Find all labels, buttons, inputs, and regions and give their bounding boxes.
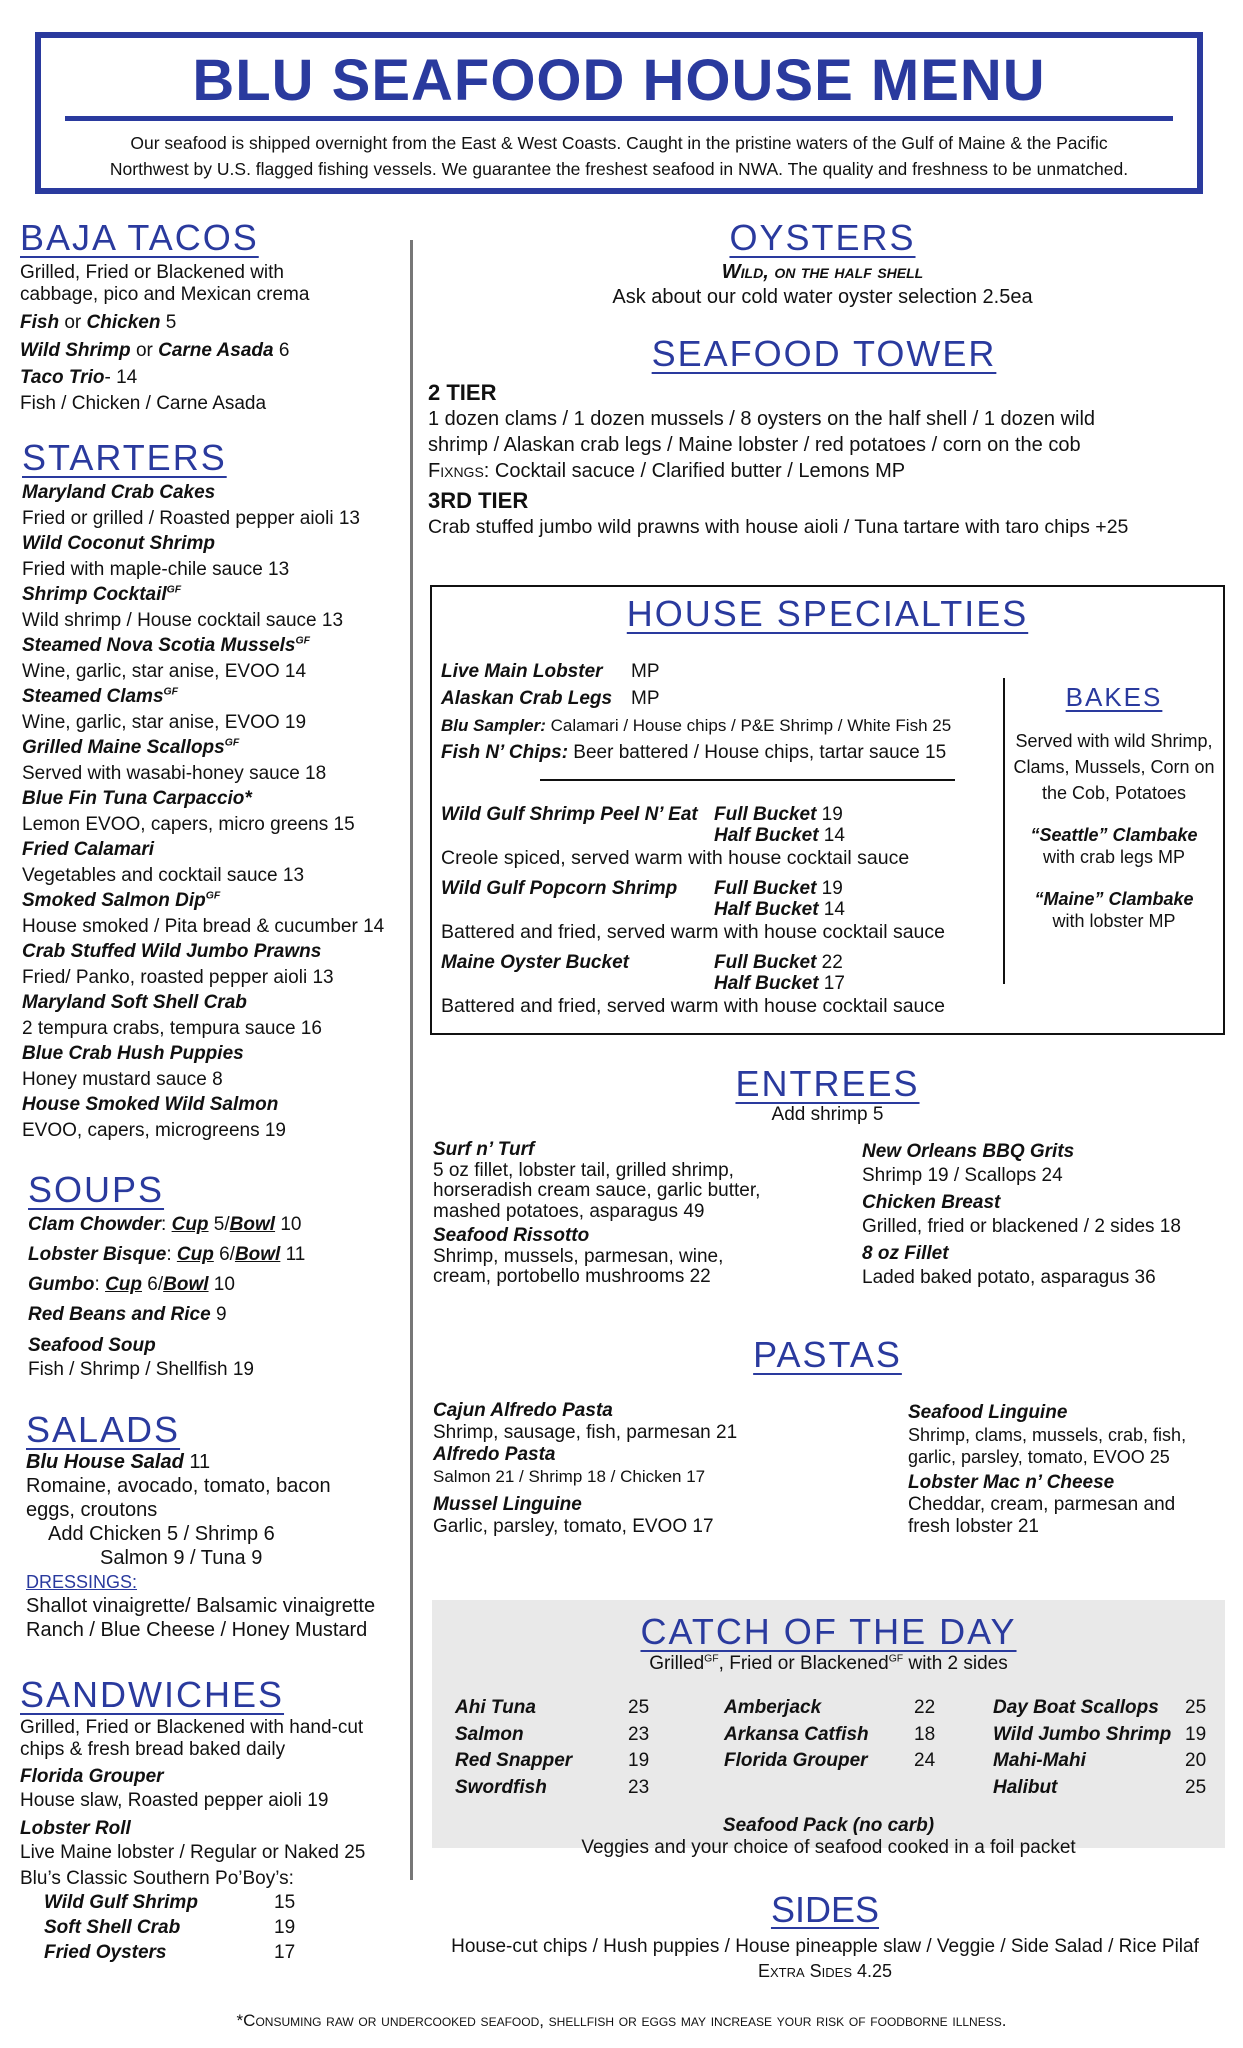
starter-item-desc: Honey mustard sauce 8 — [22, 1068, 223, 1090]
entree-surf-turf: Surf n’ Turf — [433, 1139, 535, 1160]
starter-item-desc: Wine, garlic, star anise, EVOO 14 — [22, 660, 307, 682]
starters-section — [22, 438, 407, 1143]
oysters-subtitle: Wild, on the half shell — [721, 261, 924, 283]
catch-item: Amberjack 22 — [724, 1697, 936, 1718]
specialties-list — [441, 658, 1001, 766]
menu-intro: Our seafood is shipped overnight from the East & West Coasts. Caught in the pristine waters of the Gulf of Maine & the Pacific Northwest by U.S. flagged fishing vessels. We guarantee the freshest seafood in NWA. The quality and freshness to be unmatched. — [109, 133, 1129, 179]
entrees-title: ENTREES — [735, 1063, 920, 1104]
starter-item-name: Fried Calamari — [22, 839, 154, 860]
pastas-left: Cajun Alfredo Pasta Shrimp, sausage, fish, parmesan 21 Alfredo Pasta Salmon 21 / Shrimp 18 / Chicken 17 Mussel Linguine Garlic, parsley, tomato, EVOO 17 — [433, 1400, 853, 1538]
starter-item-name: Grilled Maine Scallops$^{GF}$ — [22, 737, 240, 758]
starter-item-name: Blue Fin Tuna Carpaccio* — [22, 788, 252, 809]
pasta-lobster-mac: Lobster Mac n’ Cheese — [908, 1472, 1115, 1493]
seafood-pack: Seafood Pack (no carb) Veggies and your choice of seafood cooked in a foil packet — [581, 1815, 1076, 1858]
catch-item: Ahi Tuna 25 — [455, 1697, 650, 1718]
bakes-title: BAKES — [1065, 682, 1163, 712]
seafood-tower-title: SEAFOOD TOWER — [651, 333, 997, 374]
tower-fixings: Fixngs: Cocktail sacuce / Clarified butter / Lemons MP — [428, 460, 906, 482]
starter-item-name: Maryland Crab Cakes — [22, 482, 216, 503]
soup-seafood: Seafood Soup — [28, 1335, 156, 1356]
salads-title: SALADS — [26, 1409, 181, 1450]
starter-item-name: Shrimp Cocktail$^{GF}$ — [22, 584, 182, 605]
starter-item-desc: 2 tempura crabs, tempura sauce 16 — [22, 1017, 322, 1039]
menu-title: BLU SEAFOOD HOUSE MENU — [192, 48, 1046, 113]
baja-tacos-title: BAJA TACOS — [20, 217, 259, 258]
bake-seattle: “Seattle” Clambake — [1030, 825, 1198, 845]
footer-disclaimer: *Consuming raw or undercooked seafood, shellfish or eggs may increase your risk of foodborne illness. — [236, 2011, 1007, 2030]
soup-lobster-bisque: Lobster Bisque: Cup 6/Bowl 11 — [28, 1244, 306, 1265]
sandwiches-section: SANDWICHES Grilled, Fried or Blackened with hand-cut chips & fresh bread baked daily Florida Grouper House slaw, Roasted pepper aioli 19 Lobster Roll Live Maine lobster / Regular or Naked 25 Blu’s Classic Southern Po’Boy’s: Wild Gulf Shrimp 15 Soft Shell Crab 19 Fried Oysters 17 — [20, 1675, 410, 1966]
starters-list — [22, 480, 407, 1143]
catch-item: Swordfish 23 — [455, 1776, 650, 1798]
bake-maine: “Maine” Clambake — [1034, 889, 1194, 909]
catch-item: Arkansa Catfish 18 — [724, 1723, 936, 1745]
poboy-item: Soft Shell Crab 19 — [44, 1917, 296, 1938]
entrees-left: Surf n’ Turf 5 oz fillet, lobster tail, grilled shrimp, horseradish cream sauce, garlic butter, mashed potatoes, asparagus 49 Seafood Rissotto Shrimp, mussels, parmesan, wine, cream, portobello mushrooms 22 — [433, 1140, 833, 1288]
pastas-title: PASTAS — [753, 1334, 902, 1375]
baja-shrimp-asada: Wild Shrimp or Carne Asada 6 — [20, 339, 290, 361]
catch-subtitle: Grilled$^{GF}$, Fried or Blackened$^{GF}$ with 2 sides — [649, 1653, 1008, 1674]
buckets-list: Wild Gulf Shrimp Peel N’ Eat Full Bucket 19 Half Bucket 14 Creole spiced, served warm with house cocktail sauce Wild Gulf Popcorn Shrimp Full Bucket 19 Half Bucket 14 Battered and fried, served warm with house cocktail sauce Maine Oyster Bucket Full Bucket 22 Half Bucket 17 Battered and fried, served warm with house cocktail sauce — [441, 804, 1001, 1019]
catch-item: Wild Jumbo Shrimp 19 — [993, 1723, 1207, 1745]
tower-2-tier: 2 TIER — [428, 380, 497, 405]
starter-item-desc: Fried or grilled / Roasted pepper aioli 13 — [22, 507, 360, 529]
catch-item: Florida Grouper 24 — [724, 1750, 936, 1771]
specialty-crab-legs: Alaskan Crab Legs MP — [441, 688, 660, 709]
tower-3rd-tier: 3RD TIER — [428, 488, 529, 513]
bucket-oyster: Maine Oyster Bucket Full Bucket 22 — [441, 952, 843, 973]
specialties-divider — [1003, 678, 1005, 984]
pastas-right: Seafood Linguine Shrimp, clams, mussels, crab, fish, garlic, parsley, tomato, EVOO 25 Lobster Mac n’ Cheese Cheddar, cream, parmesan and fresh lobster 21 — [908, 1402, 1228, 1538]
sides-title: SIDES — [770, 1889, 880, 1930]
entree-fillet: 8 oz Fillet — [862, 1243, 949, 1264]
pasta-cajun-alfredo: Cajun Alfredo Pasta — [433, 1400, 613, 1421]
entree-chicken-breast: Chicken Breast — [862, 1192, 1001, 1213]
specialty-sampler: Blu Sampler: Calamari / House chips / P&E Shrimp / White Fish 25 — [441, 716, 952, 735]
sandwich-lobster-roll: Lobster Roll — [20, 1818, 131, 1839]
sides-section: SIDES House-cut chips / Hush puppies / House pineapple slaw / Veggie / Side Salad / Rice Pilaf Extra Sides 4.25 — [420, 1890, 1230, 1982]
starter-item-desc: Wild shrimp / House cocktail sauce 13 — [22, 609, 344, 631]
catch-column-1 — [455, 1695, 655, 1801]
specialties-rule — [540, 779, 955, 781]
soups-section: SOUPS Clam Chowder: Cup 5/Bowl 10 Lobster Bisque: Cup 6/Bowl 11 Gumbo: Cup 6/Bowl 10 Red Beans and Rice 9 Seafood Soup Fish / Shrimp / Shellfish 19 — [28, 1170, 413, 1382]
starter-item-name: Maryland Soft Shell Crab — [22, 992, 247, 1013]
specialty-lobster: Live Main Lobster MP — [441, 661, 660, 682]
starter-item-desc: Lemon EVOO, capers, micro greens 15 — [22, 813, 355, 835]
salads-section: SALADS Blu House Salad 11 Romaine, avocado, tomato, bacon eggs, croutons Add Chicken 5 / Shrimp 6 Salmon 9 / Tuna 9 DRESSINGS: Shallot vinaigrette/ Balsamic vinaigrette Ranch / Blue Cheese / Honey Mustard — [26, 1410, 411, 1642]
entree-risotto: Seafood Rissotto — [433, 1225, 590, 1246]
dressings-label: DRESSINGS: — [26, 1572, 138, 1592]
poboy-list — [44, 1891, 410, 1966]
seafood-tower-section: SEAFOOD TOWER 2 TIER 1 dozen clams / 1 dozen mussels / 8 oysters on the half shell / 1 dozen wild shrimp / Alaskan crab legs / Maine lobster / red potatoes / corn on the cob Fixngs: Cocktail sacuce / Clarified butter / Lemons MP 3RD TIER Crab stuffed jumbo wild prawns with house aioli / Tuna tartare with taro chips +25 — [428, 334, 1228, 540]
catch-item: Day Boat Scallops 25 — [993, 1697, 1207, 1718]
starter-item-desc: Served with wasabi-honey sauce 18 — [22, 762, 327, 784]
starter-item-desc: Wine, garlic, star anise, EVOO 19 — [22, 711, 307, 733]
starter-item-name: House Smoked Wild Salmon — [22, 1094, 279, 1115]
starter-item-name: Crab Stuffed Wild Jumbo Prawns — [22, 941, 322, 962]
entrees-right: New Orleans BBQ Grits Shrimp 19 / Scallops 24 Chicken Breast Grilled, fried or blackened / 2 sides 18 8 oz Fillet Laded baked potato, asparagus 36 — [862, 1140, 1222, 1289]
starter-item-name: Steamed Clams$^{GF}$ — [22, 686, 179, 707]
menu-header — [35, 32, 1203, 194]
oysters-section: OYSTERS Wild, on the half shell Ask about our cold water oyster selection 2.5ea — [420, 218, 1225, 310]
starter-item-desc: Vegetables and cocktail sauce 13 — [22, 864, 305, 886]
catch-column-3 — [993, 1695, 1218, 1801]
soup-red-beans: Red Beans and Rice 9 — [28, 1304, 227, 1325]
starter-item-desc: EVOO, capers, microgreens 19 — [22, 1119, 286, 1141]
soup-clam-chowder: Clam Chowder: Cup 5/Bowl 10 — [28, 1214, 302, 1235]
specialty-fish-chips: Fish N’ Chips: Beer battered / House chips, tartar sauce 15 — [441, 742, 947, 763]
starter-item-name: Smoked Salmon Dip$^{GF}$ — [22, 890, 221, 911]
header-divider — [65, 116, 1173, 121]
bucket-peel-n-eat: Wild Gulf Shrimp Peel N’ Eat Full Bucket 19 — [441, 804, 843, 825]
sandwiches-title: SANDWICHES — [20, 1674, 285, 1715]
pasta-mussel-linguine: Mussel Linguine — [433, 1494, 582, 1515]
house-specialties-title: HOUSE SPECIALTIES — [626, 593, 1029, 634]
poboy-item: Fried Oysters 17 — [44, 1942, 296, 1963]
catch-item: Red Snapper 19 — [455, 1750, 650, 1771]
starter-item-name: Blue Crab Hush Puppies — [22, 1043, 244, 1064]
entrees-header: ENTREES Add shrimp 5 — [430, 1064, 1225, 1126]
bucket-popcorn-shrimp: Wild Gulf Popcorn Shrimp Full Bucket 19 — [441, 878, 843, 899]
starter-item-desc: Fried with maple-chile sauce 13 — [22, 558, 290, 580]
starter-item-name: Steamed Nova Scotia Mussels$^{GF}$ — [22, 635, 310, 656]
pasta-alfredo: Alfredo Pasta — [433, 1444, 556, 1465]
catch-item: Halibut 25 — [993, 1776, 1207, 1798]
poboy-item: Wild Gulf Shrimp 15 — [44, 1892, 296, 1913]
starter-item-desc: House smoked / Pita bread & cucumber 14 — [22, 915, 385, 937]
starter-item-name: Wild Coconut Shrimp — [22, 533, 215, 554]
catch-title: CATCH OF THE DAY — [640, 1611, 1017, 1652]
catch-header — [432, 1612, 1225, 1676]
soup-gumbo: Gumbo: Cup 6/Bowl 10 — [28, 1274, 235, 1295]
pasta-seafood-linguine: Seafood Linguine — [908, 1402, 1068, 1423]
salad-house: Blu House Salad 11 — [26, 1451, 211, 1473]
baja-fish-chicken: Fish or Chicken 5 — [20, 312, 177, 333]
catch-item: Salmon 23 — [455, 1723, 650, 1745]
oysters-title: OYSTERS — [729, 217, 916, 258]
starter-item-desc: Fried/ Panko, roasted pepper aioli 13 — [22, 966, 334, 988]
catch-item: Mahi-Mahi 20 — [993, 1750, 1207, 1771]
catch-column-2 — [724, 1695, 944, 1775]
sandwich-grouper: Florida Grouper — [20, 1766, 164, 1787]
baja-tacos-section: BAJA TACOS Grilled, Fried or Blackened with cabbage, pico and Mexican crema Fish or Chicken 5 Wild Shrimp or Carne Asada 6 Taco Trio- 14 Fish / Chicken / Carne Asada — [20, 218, 405, 416]
bakes-section: BAKES Served with wild Shrimp, Clams, Mussels, Corn on the Cob, Potatoes “Seattle” Clambake with crab legs MP “Maine” Clambake with lobster MP — [1008, 680, 1220, 932]
entree-bbq-grits: New Orleans BBQ Grits — [862, 1141, 1075, 1162]
baja-trio: Taco Trio- 14 — [20, 367, 138, 388]
soups-title: SOUPS — [28, 1169, 165, 1210]
starters-title: STARTERS — [22, 437, 227, 478]
